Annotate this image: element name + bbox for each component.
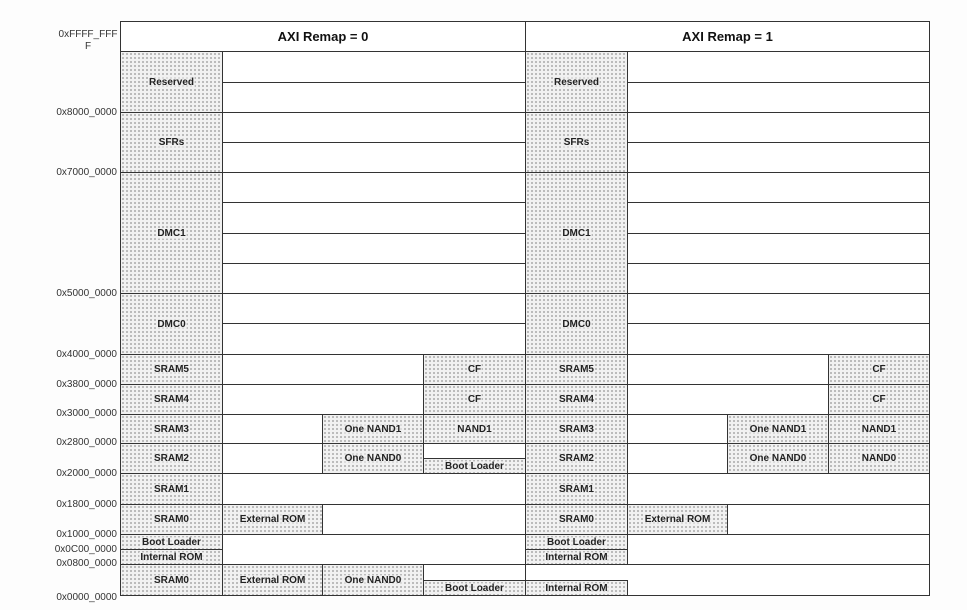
- empty-cell: [222, 172, 526, 203]
- remap1-panel: [526, 22, 930, 596]
- empty-cell: [322, 504, 526, 535]
- address-label: 0x0800_0000: [56, 558, 117, 569]
- region-sram0: [120, 564, 223, 596]
- empty-cell: [222, 443, 323, 474]
- empty-cell: [222, 112, 526, 143]
- region-label: SRAM3: [153, 423, 189, 435]
- region-label: DMC1: [562, 227, 591, 239]
- region-nand0: [828, 443, 930, 474]
- region-sram1: [120, 473, 223, 505]
- region-sram4: [525, 384, 628, 415]
- region-sram5: [120, 354, 223, 385]
- empty-cell: [627, 233, 930, 264]
- empty-cell: [222, 384, 424, 415]
- empty-cell: [222, 51, 526, 83]
- empty-cell: [222, 82, 526, 113]
- remap0-header: AXI Remap = 0: [120, 21, 526, 52]
- empty-cell: [222, 414, 323, 444]
- region-sram0: [525, 504, 628, 535]
- empty-cell: [222, 142, 526, 173]
- region-cf: [828, 384, 930, 415]
- region-cf: [423, 384, 526, 415]
- region-label: Boot Loader: [547, 536, 606, 548]
- empty-cell: [222, 233, 526, 264]
- empty-cell: [627, 354, 829, 385]
- region-label: Reserved: [553, 76, 600, 88]
- address-label: 0x1000_0000: [56, 529, 117, 540]
- region-label: CF: [467, 364, 482, 375]
- region-external-rom: [222, 504, 323, 535]
- address-label: 0x3000_0000: [56, 408, 117, 419]
- region-label: NAND1: [457, 423, 492, 435]
- region-sram1: [525, 473, 628, 505]
- region-label: CF: [872, 364, 886, 375]
- empty-cell: [222, 534, 526, 565]
- address-label: 0x2800_0000: [56, 437, 117, 448]
- region-onenand0: [322, 443, 424, 474]
- region-cf: [828, 354, 930, 385]
- region-label: NAND0: [861, 453, 897, 464]
- region-dmc1: [525, 172, 628, 294]
- region-onenand1: [322, 414, 424, 444]
- region-label: DMC0: [562, 318, 591, 330]
- region-label: SRAM1: [153, 483, 189, 495]
- region-internal-rom: [120, 549, 223, 565]
- region-label: SFRs: [563, 137, 590, 148]
- empty-cell: [222, 293, 526, 324]
- empty-cell: [627, 172, 930, 203]
- region-label: One NAND0: [344, 574, 402, 586]
- region-sfrs: [525, 112, 628, 173]
- region-sfrs: [120, 112, 223, 173]
- region-label: SRAM0: [558, 514, 594, 525]
- region-external-rom: [222, 564, 323, 596]
- region-label: DMC1: [157, 227, 186, 239]
- empty-cell: [627, 473, 930, 505]
- region-label: Internal ROM: [140, 551, 203, 563]
- empty-cell: [627, 534, 930, 565]
- empty-cell: [423, 443, 526, 459]
- region-label: External ROM: [644, 514, 711, 525]
- region-label: SRAM0: [153, 514, 189, 525]
- address-label: 0x4000_0000: [56, 349, 117, 360]
- address-label: 0x0000_0000: [56, 592, 117, 603]
- remap0-panel: [121, 22, 526, 596]
- empty-cell: [627, 414, 728, 444]
- empty-cell: [627, 443, 728, 474]
- address-label: 0x3800_0000: [56, 379, 117, 390]
- region-bootloader: [120, 534, 223, 550]
- address-label: 0x8000_0000: [56, 107, 117, 118]
- region-dmc0: [120, 293, 223, 355]
- region-reserved: [120, 51, 223, 113]
- region-bootloader: [423, 580, 526, 596]
- empty-cell: [627, 82, 930, 113]
- region-label: SRAM5: [558, 364, 594, 375]
- region-dmc1: [120, 172, 223, 294]
- region-label: External ROM: [239, 574, 306, 586]
- region-onenand0: [727, 443, 829, 474]
- region-label: DMC0: [157, 318, 186, 330]
- remap1-header: AXI Remap = 1: [525, 21, 930, 52]
- region-label: CF: [872, 394, 886, 405]
- region-label: Boot Loader: [445, 582, 504, 594]
- region-label: Internal ROM: [545, 582, 608, 594]
- region-internal-rom: [525, 549, 628, 565]
- region-label: Boot Loader: [142, 536, 201, 548]
- region-label: SRAM4: [558, 394, 594, 405]
- address-label: 0x2000_0000: [56, 468, 117, 479]
- region-label: SRAM2: [558, 453, 594, 464]
- region-cf: [423, 354, 526, 385]
- region-label: External ROM: [239, 514, 306, 525]
- region-sram2: [120, 443, 223, 474]
- address-label: 0x0C00_0000: [54, 544, 117, 555]
- region-sram3: [120, 414, 223, 444]
- empty-cell: [222, 473, 526, 505]
- empty-cell: [627, 112, 930, 143]
- region-sram3: [525, 414, 628, 444]
- empty-cell: [627, 323, 930, 355]
- region-nand1: [423, 414, 526, 444]
- address-top: 0xFFFF_FFFF: [58, 29, 118, 52]
- region-bootloader: [525, 534, 628, 550]
- region-onenand1: [727, 414, 829, 444]
- region-label: SRAM2: [153, 453, 189, 464]
- empty-cell: [627, 293, 930, 324]
- region-label: One NAND1: [344, 423, 402, 435]
- region-label: SRAM1: [558, 483, 594, 495]
- region-label: SRAM5: [153, 364, 189, 375]
- region-label: SRAM3: [558, 423, 594, 435]
- empty-cell: [627, 384, 829, 415]
- region-sram2: [525, 443, 628, 474]
- region-label: Reserved: [148, 76, 195, 88]
- region-external-rom: [627, 504, 728, 535]
- region-label: NAND1: [861, 423, 897, 435]
- empty-cell: [627, 263, 930, 294]
- empty-cell: [222, 263, 526, 294]
- region-label: One NAND1: [749, 423, 807, 435]
- region-label: Internal ROM: [545, 551, 608, 563]
- region-label: Boot Loader: [445, 460, 504, 472]
- region-sram5: [525, 354, 628, 385]
- empty-cell: [222, 354, 424, 385]
- empty-cell: [627, 51, 930, 83]
- region-onenand0: [322, 564, 424, 596]
- region-label: One NAND0: [749, 453, 807, 464]
- empty-cell: [222, 323, 526, 355]
- region-sram4: [120, 384, 223, 415]
- empty-cell: [627, 202, 930, 234]
- region-sram0: [120, 504, 223, 535]
- region-internal-rom: [525, 580, 628, 596]
- region-label: CF: [467, 394, 482, 405]
- region-reserved: [525, 51, 628, 113]
- address-label: 0x7000_0000: [56, 167, 117, 178]
- region-dmc0: [525, 293, 628, 355]
- empty-cell: [627, 142, 930, 173]
- empty-cell: [727, 504, 930, 535]
- region-bootloader: [423, 458, 526, 474]
- empty-cell: [222, 202, 526, 234]
- region-nand1: [828, 414, 930, 444]
- empty-cell: [423, 564, 526, 581]
- region-label: SRAM0: [153, 574, 189, 586]
- region-label: One NAND0: [344, 453, 402, 464]
- address-label: 0x1800_0000: [56, 499, 117, 510]
- region-label: SFRs: [158, 137, 185, 148]
- address-label: 0x5000_0000: [56, 288, 117, 299]
- region-label: SRAM4: [153, 394, 189, 405]
